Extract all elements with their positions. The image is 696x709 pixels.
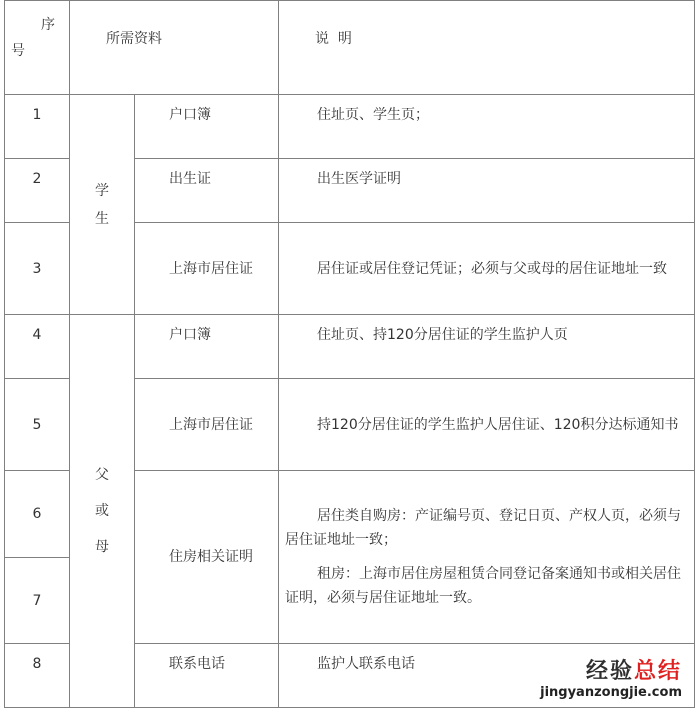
watermark-text-part1: 经验: [585, 659, 634, 684]
document-description: [279, 471, 695, 644]
row-number: 1: [5, 95, 70, 159]
description-paragraph: 租房：上海市居住房屋租赁合同登记备案通知书或相关居住证明，必须与居住证地址一致。: [285, 566, 681, 606]
row-number: 5: [5, 379, 70, 471]
header-number-bottom: 号: [11, 43, 25, 59]
row-number: 7: [5, 558, 70, 644]
watermark-url: jingyanzongjie.com: [540, 685, 682, 700]
document-name: 联系电话: [135, 644, 279, 708]
group-student-char: 生: [95, 210, 109, 227]
watermark-text-part2: 总结: [633, 659, 682, 684]
group-student-char: 学: [95, 182, 109, 199]
header-row: [5, 1, 695, 95]
group-parent-char: 母: [95, 539, 109, 555]
required-documents-table: [4, 0, 695, 708]
row-number: 4: [5, 315, 70, 379]
header-description: [279, 1, 695, 95]
watermark-logo: [540, 659, 682, 685]
header-number-top: 序: [41, 17, 55, 33]
document-name: 出生证: [135, 159, 279, 223]
header-description-text: 说 明: [315, 31, 352, 47]
document-description: 住址页、持120分居住证的学生监护人页: [279, 315, 695, 379]
row-number: 2: [5, 159, 70, 223]
document-description: 监护人联系电话: [279, 644, 695, 708]
row-number: 3: [5, 223, 70, 315]
watermark: [540, 659, 682, 701]
document-name: 户口簿: [135, 315, 279, 379]
document-name: 住房相关证明: [135, 471, 279, 644]
document-name: 上海市居住证: [135, 379, 279, 471]
row-number: 8: [5, 644, 70, 708]
document-description: 出生医学证明: [279, 159, 695, 223]
document-description: 住址页、学生页；: [279, 95, 695, 159]
group-student: [70, 95, 135, 315]
document-description: 持120分居住证的学生监护人居住证、120积分达标通知书: [279, 379, 695, 471]
header-documents: 所需资料: [70, 1, 279, 95]
document-name: 户口簿: [135, 95, 279, 159]
document-name: 上海市居住证: [135, 223, 279, 315]
table-row: [5, 315, 695, 379]
group-parent: [70, 315, 135, 708]
document-description: 居住证或居住登记凭证；必须与父或母的居住证地址一致: [279, 223, 695, 315]
row-number: 6: [5, 471, 70, 558]
group-parent-char: 父: [95, 467, 109, 483]
group-parent-char: 或: [95, 503, 109, 519]
description-paragraph: 居住类自购房：产证编号页、登记日页、产权人页，必须与居住证地址一致；: [285, 508, 681, 548]
table-row: [5, 95, 695, 159]
header-number-cell: [5, 1, 70, 95]
